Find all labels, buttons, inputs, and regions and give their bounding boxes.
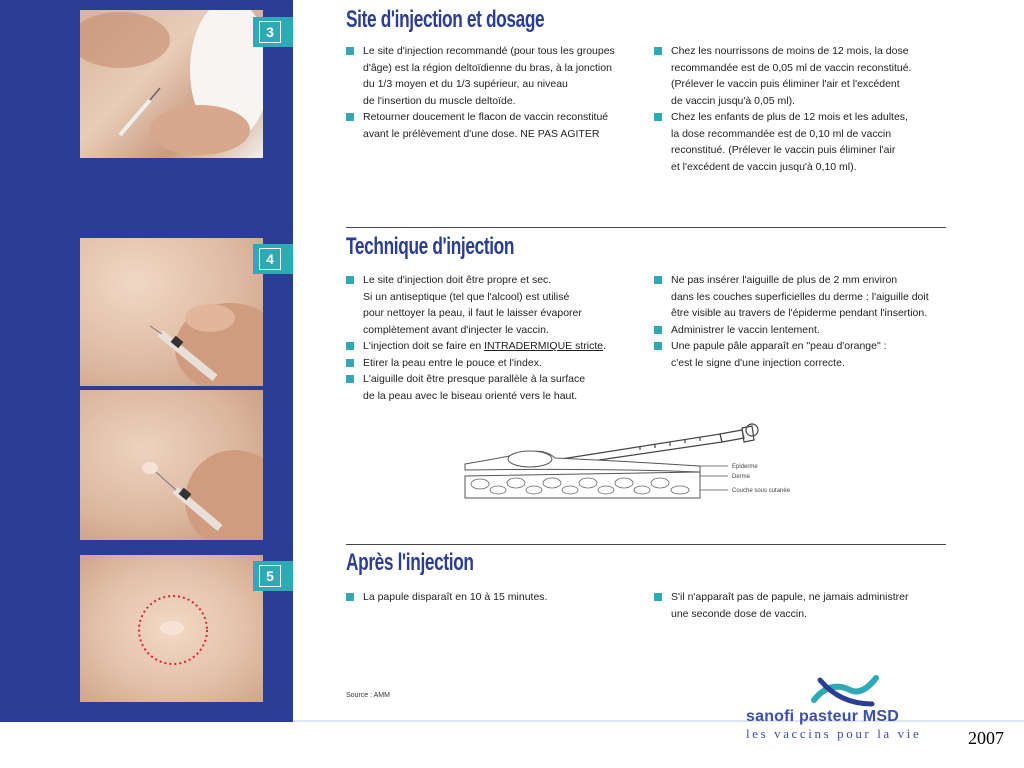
section-4-left-list	[346, 272, 638, 404]
label-sous-cutanee: Couche sous cutanée	[732, 488, 791, 494]
logo-mark-icon	[810, 674, 880, 708]
section-4-right-list	[654, 272, 946, 371]
list-item: La papule disparaît en 10 à 15 minutes.	[346, 589, 638, 606]
section-5-left-list	[346, 589, 638, 606]
list-item: Le site d'injection doit être propre et sec. Si un antiseptique (tel que l'alcool) est utilisé pour nettoyer la peau, il faut le laisser évaporer complètement avant d'injecter le vaccin.	[346, 272, 638, 338]
section-3-title: Site d'injection et dosage	[346, 6, 545, 33]
skin-layers-diagram	[460, 412, 840, 512]
section-3-left-list	[346, 43, 638, 142]
step-5-badge: 5	[253, 561, 293, 591]
photo-papule-after	[80, 555, 263, 702]
photo-injection-insertion	[80, 238, 263, 386]
list-item: Etirer la peau entre le pouce et l'index.	[346, 355, 638, 372]
list-item: Le site d'injection recommandé (pour tous les groupes d'âge) est la région deltoïdienne du bras, à la jonction du 1/3 moyen et du 1/3 supérieur, au niveau de l'insertion du muscle deltoïde.	[346, 43, 638, 109]
source-note: Source : AMM	[346, 692, 390, 699]
label-derme: Derme	[732, 474, 751, 480]
section-divider	[346, 227, 946, 228]
list-item: Chez les nourrissons de moins de 12 mois, la dose recommandée est de 0,05 ml de vaccin reconstitué. (Prélever le vaccin puis éliminer l'air et l'excédent de vaccin jusqu'à 0,05 ml).	[654, 43, 946, 109]
photo-intradermal-papule	[80, 390, 263, 540]
list-item: S'il n'apparaît pas de papule, ne jamais administrer une seconde dose de vaccin.	[654, 589, 946, 622]
list-item: Chez les enfants de plus de 12 mois et les adultes, la dose recommandée est de 0,10 ml de vaccin reconstitué. (Prélever le vaccin puis éliminer l'air et l'excédent de vaccin jusqu'à 0,10 ml).	[654, 109, 946, 175]
year-label: 2007	[968, 728, 1004, 748]
list-item: Retourner doucement le flacon de vaccin reconstitué avant le prélèvement d'une dose. NE PAS AGITER	[346, 109, 638, 142]
section-divider	[346, 544, 946, 545]
sanofi-pasteur-logo	[718, 668, 958, 768]
section-4-title: Technique d'injection	[346, 233, 515, 260]
step-4-badge: 4	[253, 244, 293, 274]
logo-brand-text: sanofi pasteur MSD	[746, 708, 899, 725]
list-item: Administrer le vaccin lentement.	[654, 322, 946, 339]
list-item: L'injection doit se faire en INTRADERMIQUE stricte.	[346, 338, 638, 355]
list-item: Une papule pâle apparaît en "peau d'orange" : c'est le signe d'une injection correcte.	[654, 338, 946, 371]
list-item: L'aiguille doit être presque parallèle à la surface de la peau avec le biseau orienté vers le haut.	[346, 371, 638, 404]
label-epiderme: Epiderme	[732, 464, 758, 470]
step-3-badge: 3	[253, 17, 293, 47]
photo-reconstitution	[80, 10, 263, 158]
logo-tagline: les vaccins pour la vie	[746, 726, 922, 741]
list-item: Ne pas insérer l'aiguille de plus de 2 mm environ dans les couches superficielles du derme : l'aiguille doit être visible au travers de l'épiderme pendant l'insertion.	[654, 272, 946, 322]
section-3-right-list	[654, 43, 946, 175]
section-5-title: Après l'injection	[346, 549, 474, 576]
section-5-right-list	[654, 589, 946, 622]
intradermal-emphasis: INTRADERMIQUE stricte	[484, 340, 604, 352]
